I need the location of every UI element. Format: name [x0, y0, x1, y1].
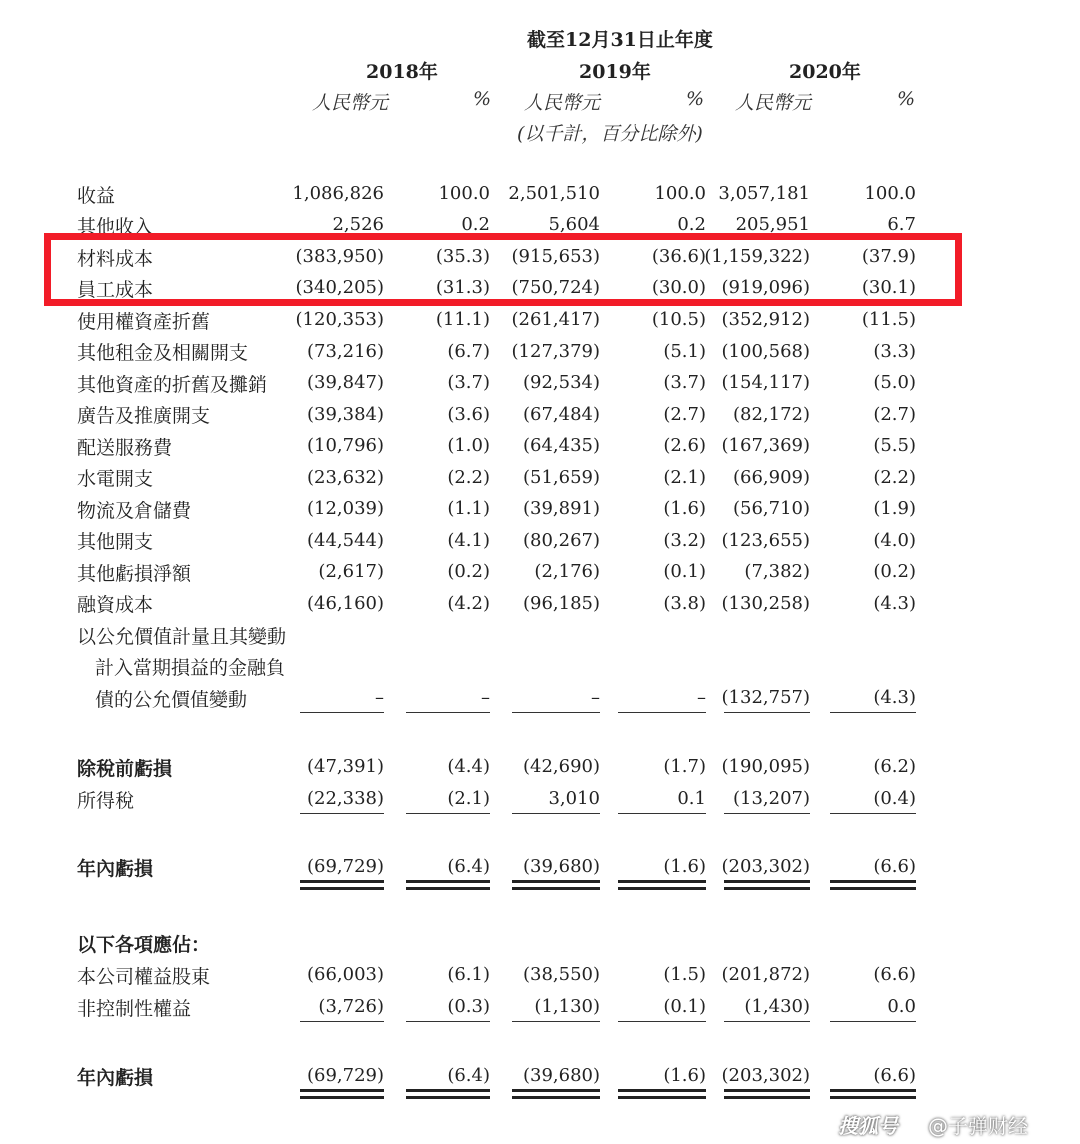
unit-note: (以千計，百分比除外) [517, 123, 703, 145]
percent-2020: % [897, 88, 916, 110]
cell: (44,544) [306, 530, 384, 551]
cell: (39,680) [522, 1065, 600, 1086]
subtotal-rule [618, 712, 706, 713]
row-label: 融資成本 [77, 594, 154, 616]
total-double-rule [618, 1089, 706, 1099]
cell: (30.1) [861, 277, 916, 298]
cell: (1.7) [663, 756, 706, 777]
row-label: 物流及倉儲費 [77, 500, 192, 522]
subtotal-rule [406, 1021, 490, 1022]
cell: (100,568) [721, 341, 810, 362]
row-label: 其他收入 [77, 216, 154, 238]
cell: (127,379) [511, 341, 600, 362]
row-label: 廣告及推廣開支 [77, 405, 211, 427]
cell: (2.2) [873, 467, 916, 488]
cell: (2.2) [447, 467, 490, 488]
cell: (1.6) [663, 1065, 706, 1086]
cell: 1,086,826 [292, 183, 384, 204]
row-label: 材料成本 [77, 248, 154, 270]
cell: (2,176) [534, 561, 600, 582]
cell: 0.1 [677, 788, 706, 809]
cell: (5.5) [873, 435, 916, 456]
cell: (39,847) [306, 372, 384, 393]
cell: (4.2) [447, 593, 490, 614]
currency-2019: 人民幣元 [524, 92, 601, 114]
cell: (66,003) [306, 964, 384, 985]
highlight-box [44, 233, 962, 306]
cell: (3.6) [447, 404, 490, 425]
total-double-rule [830, 880, 916, 890]
cell: (38,550) [522, 964, 600, 985]
cell: 2,526 [332, 214, 384, 235]
subtotal-rule [618, 1021, 706, 1022]
subtotal-rule [406, 712, 490, 713]
row-label: 所得稅 [77, 790, 135, 812]
cell: (35.3) [435, 246, 490, 267]
cell: (6.6) [873, 1065, 916, 1086]
cell: (3,726) [318, 996, 384, 1017]
cell: 5,604 [548, 214, 600, 235]
year-2020: 2020年 [789, 61, 861, 83]
cell: 3,010 [548, 788, 600, 809]
cell: (261,417) [511, 309, 600, 330]
row-label: 員工成本 [77, 279, 154, 301]
cell: (39,891) [522, 498, 600, 519]
cell: (203,302) [721, 856, 810, 877]
cell: (1,130) [534, 996, 600, 1017]
cell: (0.1) [663, 561, 706, 582]
cell: (51,659) [522, 467, 600, 488]
total-double-rule [830, 1089, 916, 1099]
cell: (203,302) [721, 1065, 810, 1086]
cell: 0.2 [677, 214, 706, 235]
cell: (96,185) [522, 593, 600, 614]
row-label: 年內虧損 [77, 1067, 154, 1089]
attributable-heading: 以下各項應佔： [77, 934, 211, 956]
total-double-rule [406, 880, 490, 890]
cell: (340,205) [295, 277, 384, 298]
row-label: 其他租金及相關開支 [77, 342, 249, 364]
cell: (12,039) [306, 498, 384, 519]
cell: (919,096) [721, 277, 810, 298]
cell: (22,338) [306, 788, 384, 809]
cell: (6.7) [447, 341, 490, 362]
cell: (167,369) [721, 435, 810, 456]
subtotal-rule [300, 1021, 384, 1022]
year-2018: 2018年 [366, 61, 438, 83]
cell: (0.1) [663, 996, 706, 1017]
cell: (11.1) [435, 309, 490, 330]
cell: (3.8) [663, 593, 706, 614]
cell: (0.2) [873, 561, 916, 582]
total-double-rule [300, 1089, 384, 1099]
cell: (31.3) [435, 277, 490, 298]
row-label-line: 計入當期損益的金融負 [95, 657, 286, 679]
cell: (0.2) [447, 561, 490, 582]
cell: 6.7 [887, 214, 916, 235]
cell: (42,690) [522, 756, 600, 777]
row-label: 非控制性權益 [77, 998, 192, 1020]
cell: (6.6) [873, 964, 916, 985]
cell: (37.9) [861, 246, 916, 267]
subtotal-rule [724, 712, 810, 713]
cell: (39,680) [522, 856, 600, 877]
subtotal-rule [830, 1021, 916, 1022]
cell: (190,095) [721, 756, 810, 777]
subtotal-rule [724, 1021, 810, 1022]
cell: (3.7) [663, 372, 706, 393]
subtotal-rule [300, 813, 384, 814]
total-double-rule [512, 880, 600, 890]
cell: (6.1) [447, 964, 490, 985]
cell: 0.2 [461, 214, 490, 235]
cell: (1.6) [663, 498, 706, 519]
cell: (4.4) [447, 756, 490, 777]
cell: (10.5) [651, 309, 706, 330]
cell: (2.1) [447, 788, 490, 809]
cell: 100.0 [438, 183, 490, 204]
cell: (69,729) [306, 1065, 384, 1086]
cell: (30.0) [651, 277, 706, 298]
cell: (5.1) [663, 341, 706, 362]
cell: (66,909) [732, 467, 810, 488]
row-label: 水電開支 [77, 468, 154, 490]
total-double-rule [300, 880, 384, 890]
cell: (6.4) [447, 856, 490, 877]
cell: (67,484) [522, 404, 600, 425]
cell: (2.7) [663, 404, 706, 425]
cell: – [591, 687, 600, 708]
cell: (13,207) [732, 788, 810, 809]
cell: (1.6) [663, 856, 706, 877]
cell: 0.0 [887, 996, 916, 1017]
cell: (6.6) [873, 856, 916, 877]
cell: (5.0) [873, 372, 916, 393]
cell: (46,160) [306, 593, 384, 614]
cell: (6.4) [447, 1065, 490, 1086]
percent-2019: % [686, 88, 705, 110]
cell: (0.4) [873, 788, 916, 809]
subtotal-rule [406, 813, 490, 814]
cell: (80,267) [522, 530, 600, 551]
cell: (4.0) [873, 530, 916, 551]
cell: (2.6) [663, 435, 706, 456]
cell: (130,258) [721, 593, 810, 614]
cell: (0.3) [447, 996, 490, 1017]
cell: (1.5) [663, 964, 706, 985]
cell: – [375, 687, 384, 708]
cell: (23,632) [306, 467, 384, 488]
cell: (123,655) [721, 530, 810, 551]
period-heading: 截至12月31日止年度 [527, 29, 713, 51]
cell: (750,724) [511, 277, 600, 298]
cell: (2,617) [318, 561, 384, 582]
row-label: 收益 [77, 185, 116, 207]
row-label: 其他資產的折舊及攤銷 [77, 374, 268, 396]
cell: (1.9) [873, 498, 916, 519]
cell: (3.2) [663, 530, 706, 551]
cell: (1.1) [447, 498, 490, 519]
cell: (201,872) [721, 964, 810, 985]
total-double-rule [724, 1089, 810, 1099]
cell: (1,159,322) [704, 246, 810, 267]
row-label: 除稅前虧損 [77, 758, 173, 780]
subtotal-rule [300, 712, 384, 713]
subtotal-rule [512, 1021, 600, 1022]
row-label: 其他開支 [77, 531, 154, 553]
row-label: 本公司權益股東 [77, 966, 211, 988]
cell: – [697, 687, 706, 708]
cell: 205,951 [735, 214, 810, 235]
cell: (64,435) [522, 435, 600, 456]
cell: (39,384) [306, 404, 384, 425]
cell: 100.0 [864, 183, 916, 204]
cell: (7,382) [744, 561, 810, 582]
currency-2020: 人民幣元 [735, 92, 812, 114]
cell: (352,912) [721, 309, 810, 330]
percent-2018: % [473, 88, 492, 110]
cell: (92,534) [522, 372, 600, 393]
cell: 3,057,181 [718, 183, 810, 204]
cell: (4.3) [873, 687, 916, 708]
row-label: 其他虧損淨額 [77, 563, 192, 585]
cell: 2,501,510 [508, 183, 600, 204]
row-label-line: 債的公允價值變動 [95, 689, 248, 711]
subtotal-rule [830, 712, 916, 713]
total-double-rule [406, 1089, 490, 1099]
row-label: 使用權資產折舊 [77, 311, 211, 333]
cell: (36.6) [651, 246, 706, 267]
cell: (47,391) [306, 756, 384, 777]
watermark-author: @子弹财经 [928, 1114, 1028, 1138]
total-double-rule [512, 1089, 600, 1099]
cell: (73,216) [306, 341, 384, 362]
subtotal-rule [512, 813, 600, 814]
cell: (1,430) [744, 996, 810, 1017]
currency-2018: 人民幣元 [312, 92, 389, 114]
year-2019: 2019年 [579, 61, 651, 83]
cell: (4.1) [447, 530, 490, 551]
row-label: 年內虧損 [77, 858, 154, 880]
cell: (2.1) [663, 467, 706, 488]
cell: (154,117) [721, 372, 810, 393]
cell: (3.3) [873, 341, 916, 362]
subtotal-rule [618, 813, 706, 814]
row-label-line: 以公允價值計量且其變動 [77, 626, 287, 648]
cell: 100.0 [654, 183, 706, 204]
cell: (3.7) [447, 372, 490, 393]
cell: (10,796) [306, 435, 384, 456]
cell: (1.0) [447, 435, 490, 456]
cell: (69,729) [306, 856, 384, 877]
cell: (6.2) [873, 756, 916, 777]
subtotal-rule [512, 712, 600, 713]
cell: (132,757) [721, 687, 810, 708]
cell: (120,353) [295, 309, 384, 330]
total-double-rule [724, 880, 810, 890]
cell: (2.7) [873, 404, 916, 425]
cell: (383,950) [295, 246, 384, 267]
cell: (4.3) [873, 593, 916, 614]
cell: (56,710) [732, 498, 810, 519]
watermark-logo: 搜狐号 [838, 1114, 898, 1138]
row-label: 配送服務費 [77, 437, 173, 459]
cell: – [481, 687, 490, 708]
cell: (82,172) [732, 404, 810, 425]
total-double-rule [618, 880, 706, 890]
subtotal-rule [830, 813, 916, 814]
cell: (11.5) [861, 309, 916, 330]
cell: (915,653) [511, 246, 600, 267]
subtotal-rule [724, 813, 810, 814]
